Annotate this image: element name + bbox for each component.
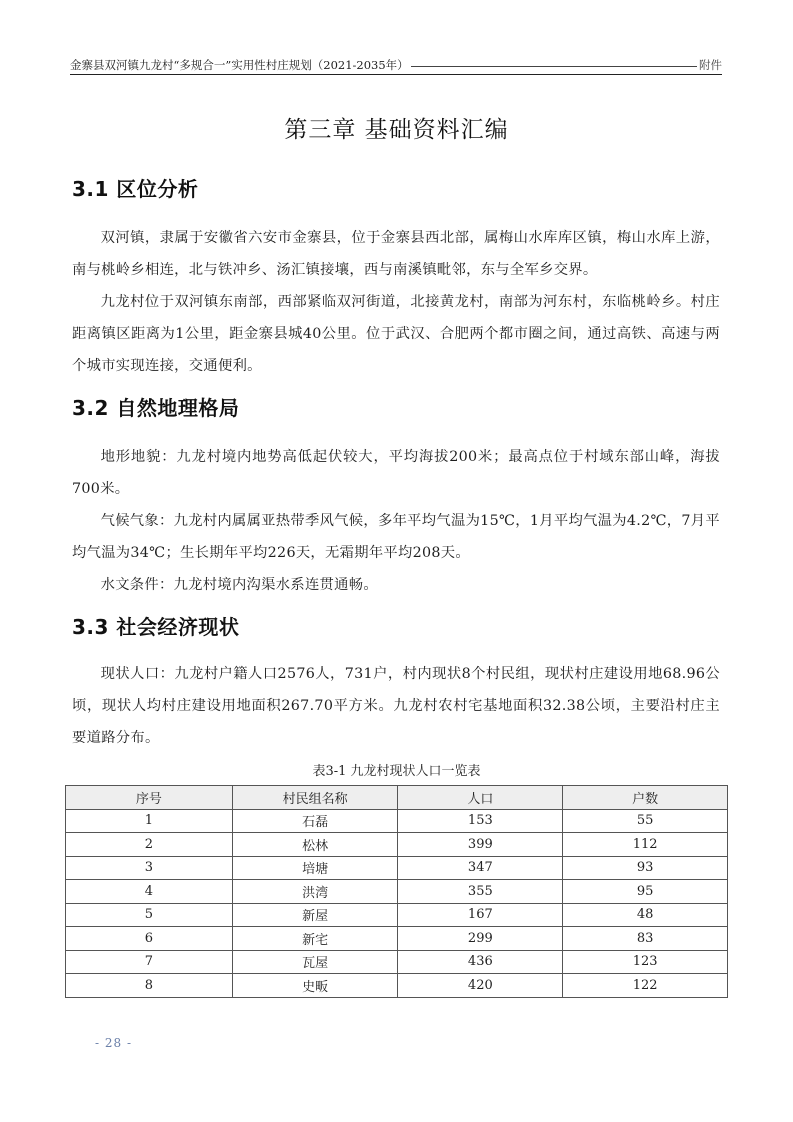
table-row [66,974,728,998]
cell-households: 93 [563,856,728,880]
paragraph-location-township: 双河镇，隶属于安徽省六安市金寨县，位于金寨县西北部，属梅山水库库区镇，梅山水库上游，南与桃岭乡相连，北与铁冲乡、汤汇镇接壤，西与南溪镇毗邻，东与全军乡交界。 [72,230,720,278]
cell-population: 436 [398,950,563,974]
population-table [65,785,728,998]
cell-index: 1 [66,809,233,833]
cell-index: 3 [66,856,233,880]
cell-index: 7 [66,950,233,974]
column-header-index: 序号 [66,786,233,810]
cell-group-name: 新屋 [232,903,398,927]
cell-index: 4 [66,880,233,904]
cell-households: 55 [563,809,728,833]
section-heading-3-1: 3.1 区位分析 [72,177,199,201]
table-row [66,880,728,904]
cell-households: 112 [563,833,728,857]
cell-group-name: 瓦屋 [232,950,398,974]
cell-households: 95 [563,880,728,904]
cell-population: 355 [398,880,563,904]
cell-group-name: 新宅 [232,927,398,951]
document-title: 金寨县双河镇九龙村“多规合一”实用性村庄规划（2021-2035年） [70,58,409,72]
page-number: - 28 - [95,1036,133,1050]
cell-group-name: 史畈 [232,974,398,998]
cell-households: 83 [563,927,728,951]
cell-population: 299 [398,927,563,951]
table-row [66,903,728,927]
chapter-title: 第三章 基础资料汇编 [284,117,509,143]
cell-group-name: 松林 [232,833,398,857]
section-heading-3-2: 3.2 自然地理格局 [72,396,240,420]
cell-group-name: 洪湾 [232,880,398,904]
cell-index: 8 [66,974,233,998]
cell-index: 6 [66,927,233,951]
cell-group-name: 培塘 [232,856,398,880]
cell-group-name: 石磊 [232,809,398,833]
cell-population: 399 [398,833,563,857]
column-header-households: 户数 [563,786,728,810]
cell-households: 48 [563,903,728,927]
table-caption: 表3-1 九龙村现状人口一览表 [312,764,481,779]
cell-index: 5 [66,903,233,927]
table-row [66,927,728,951]
table-row [66,809,728,833]
cell-population: 167 [398,903,563,927]
cell-households: 122 [563,974,728,998]
running-header [70,56,722,75]
header-dash-rule [411,56,697,67]
paragraph-terrain: 地形地貌：九龙村境内地势高低起伏较大，平均海拔200米；最高点位于村域东部山峰，海拔700米。 [72,449,720,497]
cell-population: 153 [398,809,563,833]
paragraph-climate: 气候气象：九龙村内属属亚热带季风气候，多年平均气温为15℃，1月平均气温为4.2℃，7月平均气温为34℃；生长期年平均226天，无霜期年平均208天。 [72,513,720,561]
cell-households: 123 [563,950,728,974]
table-row [66,950,728,974]
paragraph-hydrology: 水文条件：九龙村境内沟渠水系连贯通畅。 [100,577,378,593]
paragraph-population: 现状人口：九龙村户籍人口2576人，731户，村内现状8个村民组，现状村庄建设用地68.96公顷，现状人均村庄建设用地面积267.70平方米。九龙村农村宅基地面积32.38公顷，主要沿村庄主要道路分布。 [72,666,720,746]
cell-index: 2 [66,833,233,857]
table-header-row [66,786,728,810]
table-row [66,856,728,880]
cell-population: 420 [398,974,563,998]
cell-population: 347 [398,856,563,880]
paragraph-location-village: 九龙村位于双河镇东南部，西部紧临双河街道，北接黄龙村，南部为河东村，东临桃岭乡。村庄距离镇区距离为1公里，距金寨县城40公里。位于武汉、合肥两个都市圈之间，通过高铁、高速与两个城市实现连接，交通便利。 [72,294,720,374]
table-row [66,833,728,857]
section-heading-3-3: 3.3 社会经济现状 [72,615,240,639]
column-header-group-name: 村民组名称 [232,786,398,810]
attachment-tag: 附件 [699,58,722,72]
column-header-population: 人口 [398,786,563,810]
